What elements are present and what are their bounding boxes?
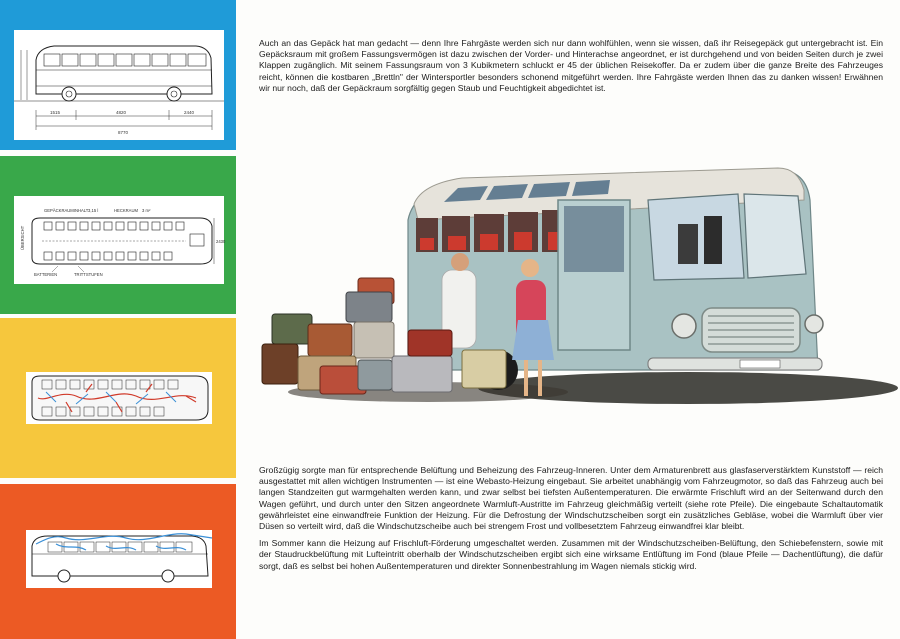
floor-plan-label: 3 m² (142, 208, 151, 213)
intro-text: Auch an das Gepäck hat man gedacht — denn Ihre Fahrgäste werden sich nur dann wohlfühlen, wenn sie wissen, daß ihr Reisegepäck gut untergebracht ist. Ein Gepäcksraum mit großem Fassungsvermögen ist dazu zwischen der Vorder- und Hinterachse angeordnet, er ist durchgehend und von beiden Seiten durch je zwei Klappen zugänglich. Mit seinem Fassungsraum von 3 Kubikmetern schluckt er 45 der üblichen Reisekoffer. Da er zudem über die ganze Breite des Fahrzeuges reicht, können die kostbaren „Brettln" der Wintersportler besonders schonend mitgeführt werden. Ihre Fahrgäste werden Ihnen das zu danken wissen! Erwähnen wir nur noch, daß der Gepäckraum sorgfältig gegen Staub und Feuchtigkeit abgedichtet ist. (259, 38, 883, 93)
stripe-gap (0, 478, 236, 484)
floor-plan-diagram (14, 196, 224, 284)
floor-plan-side-label: ÜBERSICHT (20, 225, 25, 250)
floor-plan-dimension: 2430 (216, 239, 226, 244)
floor-plan-label: BATTERIEN (34, 272, 58, 277)
dimension-label: 4820 (116, 110, 127, 115)
paragraph-heating: Großzügig sorgte man für entsprechende Belüftung und Beheizung des Fahrzeug-Inneren. Unter dem Armaturenbrett aus glasfaserverstärktem Kunststoff — reich ausgestattet mit allen wichtigen Instrumenten — ist eine Webasto-Heizung eingebaut. Sie arbeitet unabhängig vom Fahrzeugmotor, so daß das Fahrzeug auch bei langen Standzeiten gut warmgehalten werden kann, und zwar selbst bei tiefsten Außentemperaturen. Die erwärmte Frischluft wird an der Seitenwand durch den Wagen geführt, und durch unter den Sitzen angeordnete Warmluft-Austritte im Fahrzeug gleichmäßig verteilt (siehe rote Pfeile). Die eingebaute Schaltautomatik gewährleistet eine einwandfreie Funktion der Heizung. Für die Defrostung der Windschutzscheiben sorgt ein zusätzliches Gebläse, wobei die Warmluft über vier Düsen so verteilt wird, daß die Windschutzscheibe auch bei strengem Frost und vollbesetztem Fahrzeug einwandfrei klar bleibt. (259, 465, 883, 532)
floor-plan-label: TRITTSTUFEN (74, 272, 103, 277)
bus-with-luggage-photo (258, 160, 896, 410)
dimension-label: 8770 (118, 130, 129, 135)
ventilation-text (259, 465, 883, 578)
heating-diagram (26, 372, 212, 424)
intro-paragraph (259, 38, 883, 100)
stripe-gap (0, 314, 236, 318)
side-view-diagram (14, 30, 224, 140)
floor-plan-label: 3,15 l (88, 208, 99, 213)
dimension-label: 1515 (50, 110, 61, 115)
ventilation-diagram (26, 530, 212, 588)
stripe-gap (0, 150, 236, 156)
dimension-label: 2440 (184, 110, 195, 115)
floor-plan-label: GEPÄCKRAUMINHALT (44, 208, 89, 213)
paragraph-summer-ventilation: Im Sommer kann die Heizung auf Frischluft-Förderung umgeschaltet werden. Zusammen mit der Windschutzscheiben-Belüftung, den Schiebefenstern, sowie mit der Staudruckbelüftung mit Lufteintritt oberhalb der Windschutzscheiben ergibt sich eine wirksame Entlüftung im Fond (blaue Pfeile — Dachentlüftung), die dafür sorgt, daß es selbst bei hohen Außentemperaturen und direkter Sonnenbestrahlung im Wagen niemals stickig wird. (259, 538, 883, 571)
floor-plan-label: HECKRAUM (114, 208, 138, 213)
